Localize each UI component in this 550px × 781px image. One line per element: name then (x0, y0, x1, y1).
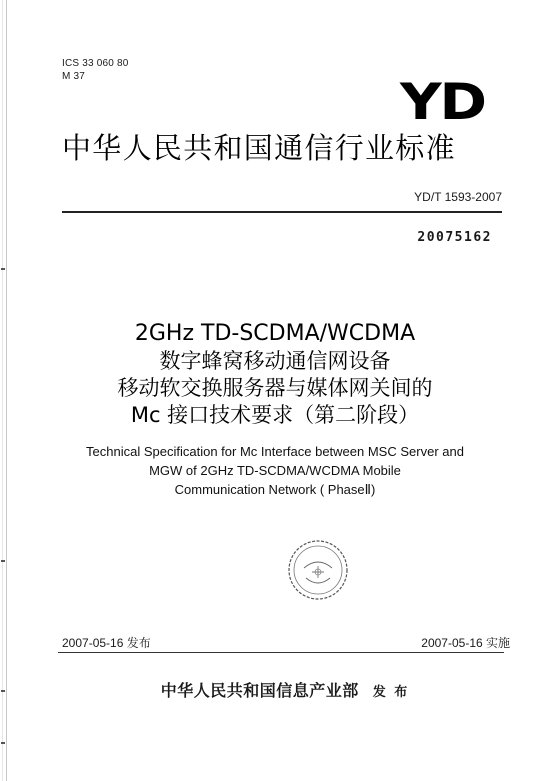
title-line-4: Mc 接口技术要求（第二阶段） (130, 403, 420, 427)
margin-mark (1, 690, 5, 692)
page-edge-shadow (2, 0, 3, 781)
title-line-1: 2GHz TD-SCDMA/WCDMA (134, 321, 416, 346)
title-line-3: 移动软交换服务器与媒体网关间的 (117, 376, 433, 400)
title-line-2: 数字蜂窝移动通信网设备 (159, 349, 391, 373)
header-rule (62, 211, 502, 213)
english-title-line-1: Technical Specification for Mc Interface between MSC Server and (86, 444, 464, 459)
issue-label: 发 布 (372, 685, 410, 700)
publish-date: 2007-05-16 发布 (62, 636, 151, 650)
english-title (40, 442, 510, 499)
issuer-name: 中华人民共和国信息产业部 (160, 681, 359, 700)
english-title-line-2: MGW of 2GHz TD-SCDMA/WCDMA Mobile (149, 463, 401, 478)
implement-date: 2007-05-16 实施 (421, 636, 510, 650)
yd-logo: YD (400, 73, 485, 131)
document-code: 20075162 (417, 230, 492, 245)
ccs-code: M 37 (62, 71, 86, 82)
chinese-title (40, 320, 510, 429)
page-edge (6, 0, 7, 781)
ics-code: ICS 33 060 80 (62, 58, 129, 69)
margin-mark (1, 268, 5, 270)
margin-mark (1, 560, 5, 562)
english-title-line-3: Communication Network ( PhaseⅡ) (174, 482, 376, 497)
classification-codes (62, 57, 129, 83)
margin-mark (1, 742, 5, 744)
standard-category: 中华人民共和国通信行业标准 (62, 131, 456, 165)
standard-number: YD/T 1593-2007 (414, 190, 502, 204)
footer-rule (58, 652, 504, 653)
issuer-line (120, 678, 450, 701)
official-seal-stamp (286, 538, 350, 602)
